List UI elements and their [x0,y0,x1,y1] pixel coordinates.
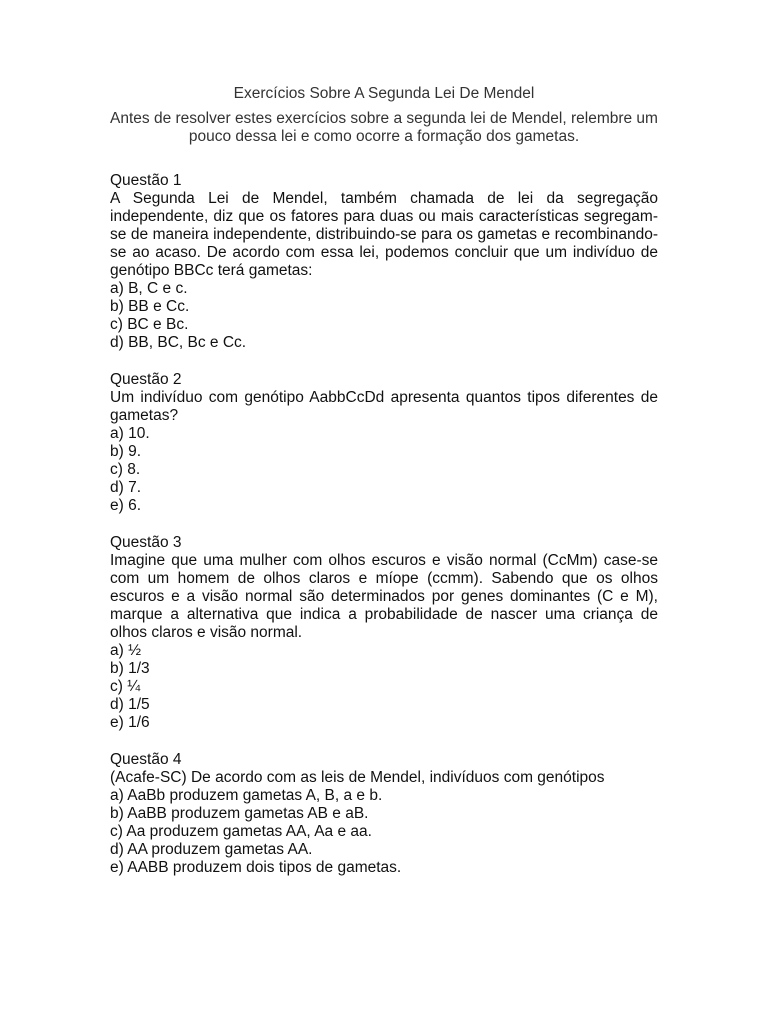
question-3 [110,534,658,732]
answer-option-b: b) 1/3 [110,660,150,677]
answer-option-b: b) AaBB produzem gametas AB e aB. [110,805,369,822]
answer-options [110,280,658,352]
question-text: Um indivíduo com genótipo AabbCcDd apresenta quantos tipos diferentes de gametas? [110,389,658,424]
document-intro: Antes de resolver estes exercícios sobre a segunda lei de Mendel, relembre um pouco dessa lei e como ocorre a formação dos gametas. [110,110,658,145]
question-text: Imagine que uma mulher com olhos escuros e visão normal (CcMm) case-se com um homem de olhos claros e míope (ccmm). Sabendo que os olhos escuros e a visão normal são determinados por genes dominantes (C e M), marque a alternativa que indica a probabilidade de nascer uma criança de olhos claros e visão normal. [110,552,658,641]
question-heading: Questão 2 [110,371,182,388]
answer-option-b: b) 9. [110,443,142,460]
answer-option-a: a) B, C e c. [110,280,188,297]
question-heading: Questão 4 [110,751,182,768]
answer-option-d: d) AA produzem gametas AA. [110,841,313,858]
answer-option-a: a) AaBb produzem gametas A, B, a e b. [110,787,383,804]
question-heading: Questão 3 [110,534,182,551]
question-text: A Segunda Lei de Mendel, também chamada de lei da segregação independente, diz que os fatores para duas ou mais características segregam-se de maneira independente, distribuindo-se para os gametas e recombinando-se ao acaso. De acordo com essa lei, podemos concluir que um indivíduo de genótipo BBCc terá gametas: [110,190,658,279]
answer-option-d: d) 7. [110,479,142,496]
question-4 [110,751,658,877]
question-text: (Acafe-SC) De acordo com as leis de Mendel, indivíduos com genótipos [110,769,605,786]
question-heading: Questão 1 [110,172,182,189]
document-title: Exercícios Sobre A Segunda Lei De Mendel [233,85,535,102]
answer-option-d: d) 1/5 [110,696,150,713]
answer-options [110,787,658,877]
answer-option-c: c) ¼ [110,678,141,695]
answer-option-b: b) BB e Cc. [110,298,190,315]
question-2 [110,371,658,515]
question-1 [110,172,658,352]
answer-option-c: c) Aa produzem gametas AA, Aa e aa. [110,823,372,840]
answer-option-e: e) AABB produzem dois tipos de gametas. [110,859,402,876]
answer-options [110,642,658,732]
answer-option-a: a) ½ [110,642,142,659]
answer-option-e: e) 1/6 [110,714,150,731]
answer-option-c: c) BC e Bc. [110,316,189,333]
answer-option-e: e) 6. [110,497,142,514]
answer-option-c: c) 8. [110,461,141,478]
answer-option-a: a) 10. [110,425,150,442]
answer-option-d: d) BB, BC, Bc e Cc. [110,334,247,351]
answer-options [110,425,658,515]
